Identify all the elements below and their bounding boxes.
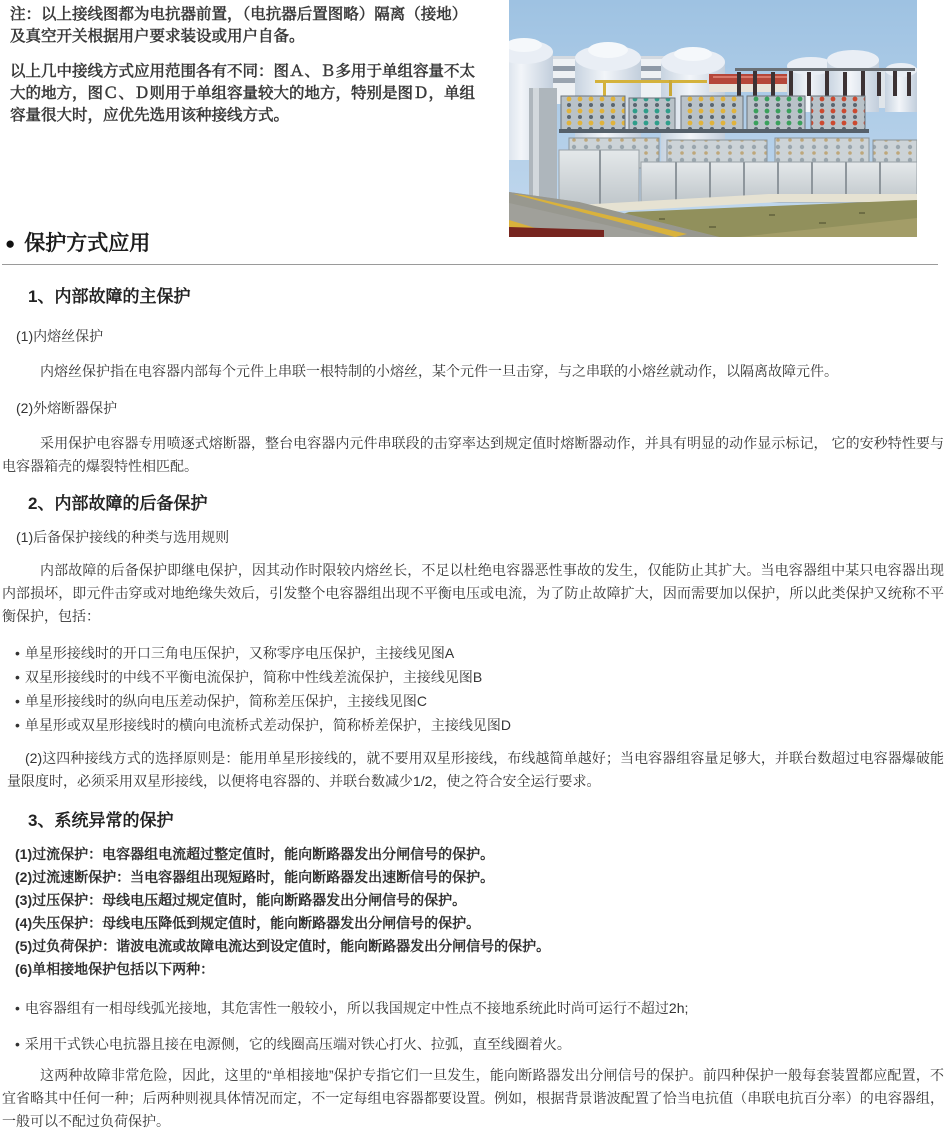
body-paragraph: 采用保护电容器专用喷逐式熔断器，整台电容器内元件串联段的击穿率达到规定值时熔断器动作，并具有明显的动作显示标记， 它的安秒特性要与电容器箱壳的爆裂特性相匹配。 xyxy=(2,435,944,474)
top-row xyxy=(0,0,950,225)
section-divider xyxy=(2,264,938,265)
intro-paragraph: 以上几中接线方式应用范围各有不同：图Ａ、Ｂ多用于单组容量不太大的地方，图Ｃ、Ｄ则用于单组容量较大的地方，特别是图Ｄ，单组容量很大时，应优先选用该种接线方式。 xyxy=(10,63,476,124)
body-paragraph: 这两种故障非常危险，因此，这里的“单相接地”保护专指它们一旦发生，能向断路器发出分闸信号的保护。前四种保护一般每套装置都应配置，不宜省略其中任何一种；后两种则视具体情况而定，不一定每组电容器都要设置。例如，根据背景谐波配置了恰当电抗值（串联电抗百分率）的电容器组，一般可以不配过负荷保护。 xyxy=(2,1067,944,1129)
bullet-marker: • xyxy=(15,1000,20,1016)
subsection-2-title: 2、内部故障的后备保护 xyxy=(28,494,208,513)
subsection-backup-protection xyxy=(0,492,950,793)
protection-item: (3)过压保护：母线电压超过规定值时，能向断路器发出分闸信号的保护。 xyxy=(15,892,467,908)
bullet-marker: • xyxy=(15,717,20,733)
protection-item: (6)单相接地保护包括以下两种： xyxy=(15,961,215,977)
sub-label: (2)外熔断器保护 xyxy=(16,400,118,416)
subsection-system-abnormal-protection xyxy=(0,809,950,1133)
sub-label: (1)内熔丝保护 xyxy=(16,328,104,344)
body-paragraph: 内熔丝保护指在电容器内部每个元件上串联一根特制的小熔丝，某个元件一旦击穿，与之串联的小熔丝就动作，以隔离故障元件。 xyxy=(40,363,838,379)
bullet-text: 电容器组有一相母线弧光接地，其危害性一般较小，所以我国规定中性点不接地系统此时尚可运行不超过2h; xyxy=(24,1000,689,1016)
page-title: 保护方式应用 xyxy=(24,232,151,255)
bullet-marker: • xyxy=(15,645,20,661)
substation-photo xyxy=(509,0,917,237)
bullet-text: 双星形接线时的中线不平衡电流保护，简称中性线差流保护，主接线见图B xyxy=(24,669,483,685)
bullet-item xyxy=(15,690,950,713)
bullet-text: 采用干式铁心电抗器且接在电源侧，它的线圈高压端对铁心打火、拉弧，直至线圈着火。 xyxy=(24,1036,571,1052)
subsection-main-protection xyxy=(0,285,950,478)
bullet-marker: • xyxy=(15,1036,20,1052)
note-paragraph: 注：以上接线图都为电抗器前置，（电抗器后置图略）隔离（接地）及真空开关根据用户要求装设或用户自备。 xyxy=(10,6,468,45)
bullet-marker: • xyxy=(15,693,20,709)
notes-column xyxy=(0,0,478,127)
bullet-item xyxy=(15,666,950,689)
substation-photo-illustration xyxy=(509,0,917,237)
protection-item: (2)过流速断保护：当电容器组出现短路时，能向断路器发出速断信号的保护。 xyxy=(15,869,495,885)
body-paragraph: 内部故障的后备保护即继电保护，因其动作时限较内熔丝长，不足以杜绝电容器恶性事故的发生，仅能防止其扩大。当电容器组中某只电容器出现内部损坏，即元件击穿或对地绝缘失效后，引发整个电容器组出现不平衡电压或电流，为了防止故障扩大，因而需要加以保护，所以此类保护又统称不平衡保护，包括： xyxy=(2,562,944,624)
protection-item: (1)过流保护：电容器组电流超过整定值时，能向断路器发出分闸信号的保护。 xyxy=(15,846,495,862)
bullet-item xyxy=(15,1033,950,1056)
subsection-1-title: 1、内部故障的主保护 xyxy=(28,287,191,306)
subsection-3-title: 3、系统异常的保护 xyxy=(28,811,174,830)
bullet-item xyxy=(15,997,950,1020)
bullet-item xyxy=(15,642,950,665)
bullet-text: 单星形或双星形接线时的横向电流桥式差动保护，简称桥差保护，主接线见图D xyxy=(24,717,512,733)
bullet-text: 单星形接线时的开口三角电压保护，又称零序电压保护，主接线见图A xyxy=(24,645,455,661)
bullet-marker: • xyxy=(15,669,20,685)
protection-item: (5)过负荷保护：谐波电流或故障电流达到设定值时，能向断路器发出分闸信号的保护。 xyxy=(15,938,551,954)
protection-item: (4)失压保护：母线电压降低到规定值时，能向断路器发出分闸信号的保护。 xyxy=(15,915,481,931)
body-paragraph: (2)这四种接线方式的选择原则是：能用单星形接线的，就不要用双星形接线，布线越简单越好；当电容器组容量足够大，并联台数超过电容器爆破能量限度时，必须采用双星形接线，以便将电容器的、并联台数减少1/2，使之符合安全运行要求。 xyxy=(7,750,944,789)
sub-label: (1)后备保护接线的种类与选用规则 xyxy=(16,529,230,545)
bullet-text: 单星形接线时的纵向电压差动保护，简称差压保护，主接线见图C xyxy=(24,693,428,709)
section-bullet-icon: ● xyxy=(5,234,16,253)
bullet-item xyxy=(15,714,950,737)
